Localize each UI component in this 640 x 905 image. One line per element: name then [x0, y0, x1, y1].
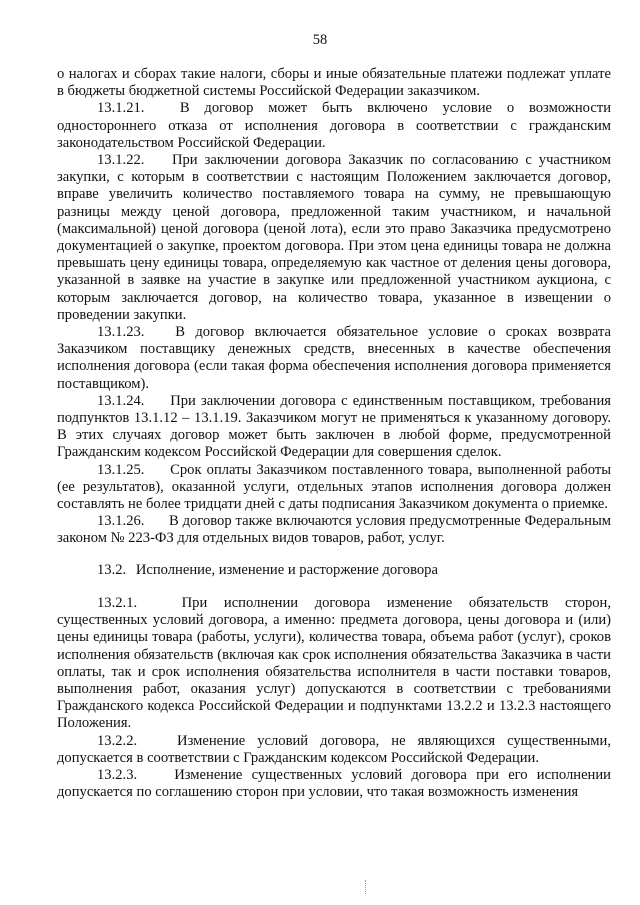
clause-number: 13.2.2.	[97, 732, 138, 749]
clause-number: 13.1.22.	[97, 152, 145, 169]
clause-13-1-26	[57, 513, 611, 547]
clause-13-2-1	[57, 595, 611, 733]
clause-number: 13.1.25.	[97, 461, 145, 478]
clause-text: Срок оплаты Заказчиком поставленного товара, выполненной работы (ее результатов), оказанной услуги, отдельных этапов исполнения договора должен составлять не более тридцати дней с даты подписания Заказчиком документа о приемке.	[57, 461, 612, 513]
clause-text: При заключении договора Заказчик по согласованию с участником закупки, с которым в соответствии с настоящим Положением заключается договор, вправе увеличить количество поставляемого товара на сумму, не превышающую разницы между ценой договора, предложенной таким участником, и начальной (максимальной) ценой договора (ценой лота), если это право Заказчика предусмотрено документацией о закупке, проектом договора. При этом цена единицы товара не должна превышать цену единицы товара, определяемую как частное от деления цены договора, указанной в заявке на участие в закупке или предложенной участником аукциона, с которым заключается договор, на количество товара, указанное в извещении о проведении закупки.	[57, 152, 611, 323]
clause-text: Изменение условий договора, не являющихся существенными, допускается в соответствии с Гражданским кодексом Российской Федерации.	[57, 732, 611, 766]
clause-number: 13.2.1.	[97, 594, 138, 611]
clause-text: В договор также включаются условия предусмотренные Федеральным законом № 223-ФЗ для отдельных видов товаров, работ, услуг.	[57, 513, 611, 547]
clause-text: В договор включается обязательное условие о сроках возврата Заказчиком поставщику денежных средств, внесенных в качестве обеспечения исполнения договора (если такая форма обеспечения исполнения договора применяется поставщиком).	[57, 324, 611, 392]
clause-text: При заключении договора с единственным поставщиком, требования подпунктов 13.1.12 – 13.1.19. Заказчиком могут не применяться к указанному договору. В этих случаях договор может быть заключен в любой форме, предусмотренной Гражданским кодексом Российской Федерации для совершения сделок.	[57, 392, 611, 461]
scan-mark	[365, 880, 368, 894]
section-heading-13-2	[97, 562, 611, 579]
clause-text: Изменение существенных условий договора при его исполнении допускается по соглашению сторон при условии, что такая возможность изменения	[57, 766, 611, 801]
clause-number: 13.2.3.	[97, 766, 138, 783]
page-number: 58	[312, 32, 328, 48]
clause-13-1-24	[57, 393, 611, 462]
clause-13-1-21	[57, 100, 611, 152]
document-body	[57, 66, 611, 801]
clause-13-2-3	[57, 767, 611, 801]
clause-number: 13.1.23.	[97, 324, 145, 341]
section-number: 13.2.	[97, 561, 127, 578]
clause-number: 13.1.26.	[97, 513, 145, 530]
clause-13-2-2	[57, 733, 611, 767]
intro-paragraph: о налогах и сборах такие налоги, сборы и иные обязательные платежи подлежат уплате в бюджеты бюджетной системы Российской Федерации заказчиком.	[57, 66, 611, 100]
clause-13-1-25	[57, 462, 611, 514]
clause-number: 13.1.24.	[97, 392, 145, 409]
section-title: Исполнение, изменение и расторжение договора	[135, 561, 438, 578]
clause-text: При исполнении договора изменение обязательств сторон, существенных условий договора, а именно: предмета договора, цены договора и (или) цены единицы товара (работы, услуги), количества товара, объема работ (услуг), сроков исполнения обязательств (включая как срок исполнения обязательства Заказчика в части оплаты, так и срок исполнения обязательства исполнителя в части поставки товаров, выполнения работ, оказания услуг) допускаются в соответствии с требованиями Гражданского кодекса Российской Федерации и подпунктами 13.2.2 и 13.2.3 настоящего Положения.	[57, 594, 611, 732]
clause-text: В договор может быть включено условие о возможности одностороннего отказа от исполнения договора в соответствии с гражданским законодательством Российской Федерации.	[57, 100, 612, 151]
clause-13-1-22	[57, 152, 611, 324]
clause-number: 13.1.21.	[97, 100, 145, 117]
clause-13-1-23	[57, 324, 611, 393]
